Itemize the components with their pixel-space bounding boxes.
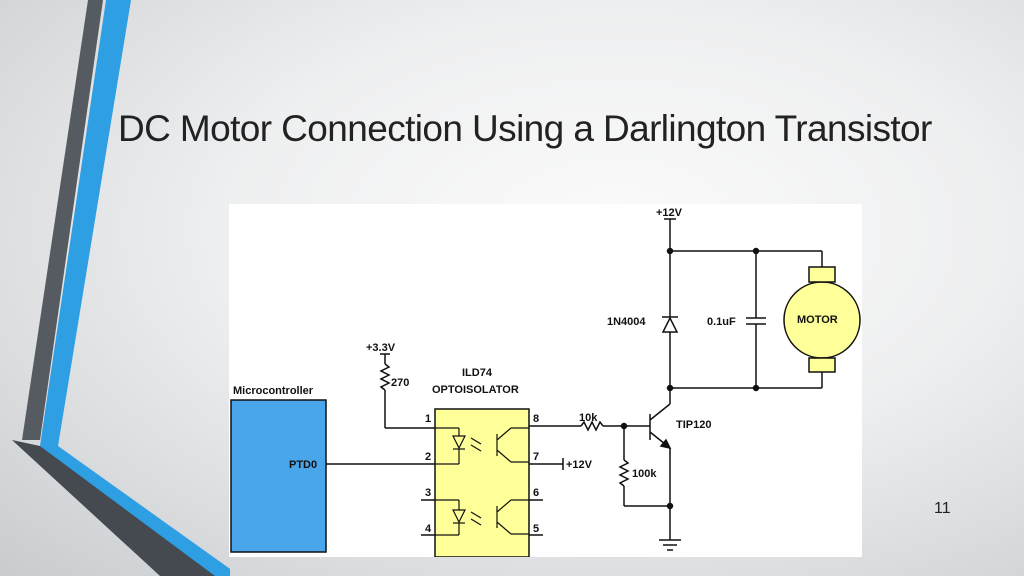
circuit-schematic (229, 204, 862, 557)
capacitor-label: 0.1uF (707, 316, 736, 328)
pin-5-label: 5 (533, 523, 540, 535)
resistor-10k-label: 10k (579, 412, 598, 424)
supply-3v3-label: +3.3V (366, 342, 396, 354)
blue-wedge (40, 446, 230, 576)
pin-8-label: 8 (533, 413, 540, 425)
slide-number: 11 (934, 500, 951, 517)
schematic-svg (229, 204, 862, 557)
supply-12v-top-label: +12V (656, 207, 682, 219)
motor-label: MOTOR (797, 314, 838, 326)
opto-part-label: ILD74 (462, 367, 492, 379)
pin-2-label: 2 (425, 451, 432, 463)
resistor-270-label: 270 (391, 377, 410, 389)
pin-6-label: 6 (533, 487, 540, 499)
pin-7-label: 7 (533, 451, 540, 463)
resistor-100k-label: 100k (632, 468, 657, 480)
microcontroller-label: Microcontroller (233, 385, 314, 397)
pin-1-label: 1 (425, 413, 432, 425)
pin-3-label: 3 (425, 487, 432, 499)
pin-ptd0-label: PTD0 (289, 459, 318, 471)
supply-12v-pin7-label: +12V (566, 459, 592, 471)
microcontroller-block (231, 400, 326, 552)
transistor-label: TIP120 (676, 419, 712, 431)
opto-name-label: OPTOISOLATOR (432, 384, 519, 396)
pin-4-label: 4 (425, 523, 432, 535)
decorative-stripes (0, 0, 230, 576)
slide-title: DC Motor Connection Using a Darlington Transistor (118, 108, 932, 149)
diode-label: 1N4004 (607, 316, 646, 328)
